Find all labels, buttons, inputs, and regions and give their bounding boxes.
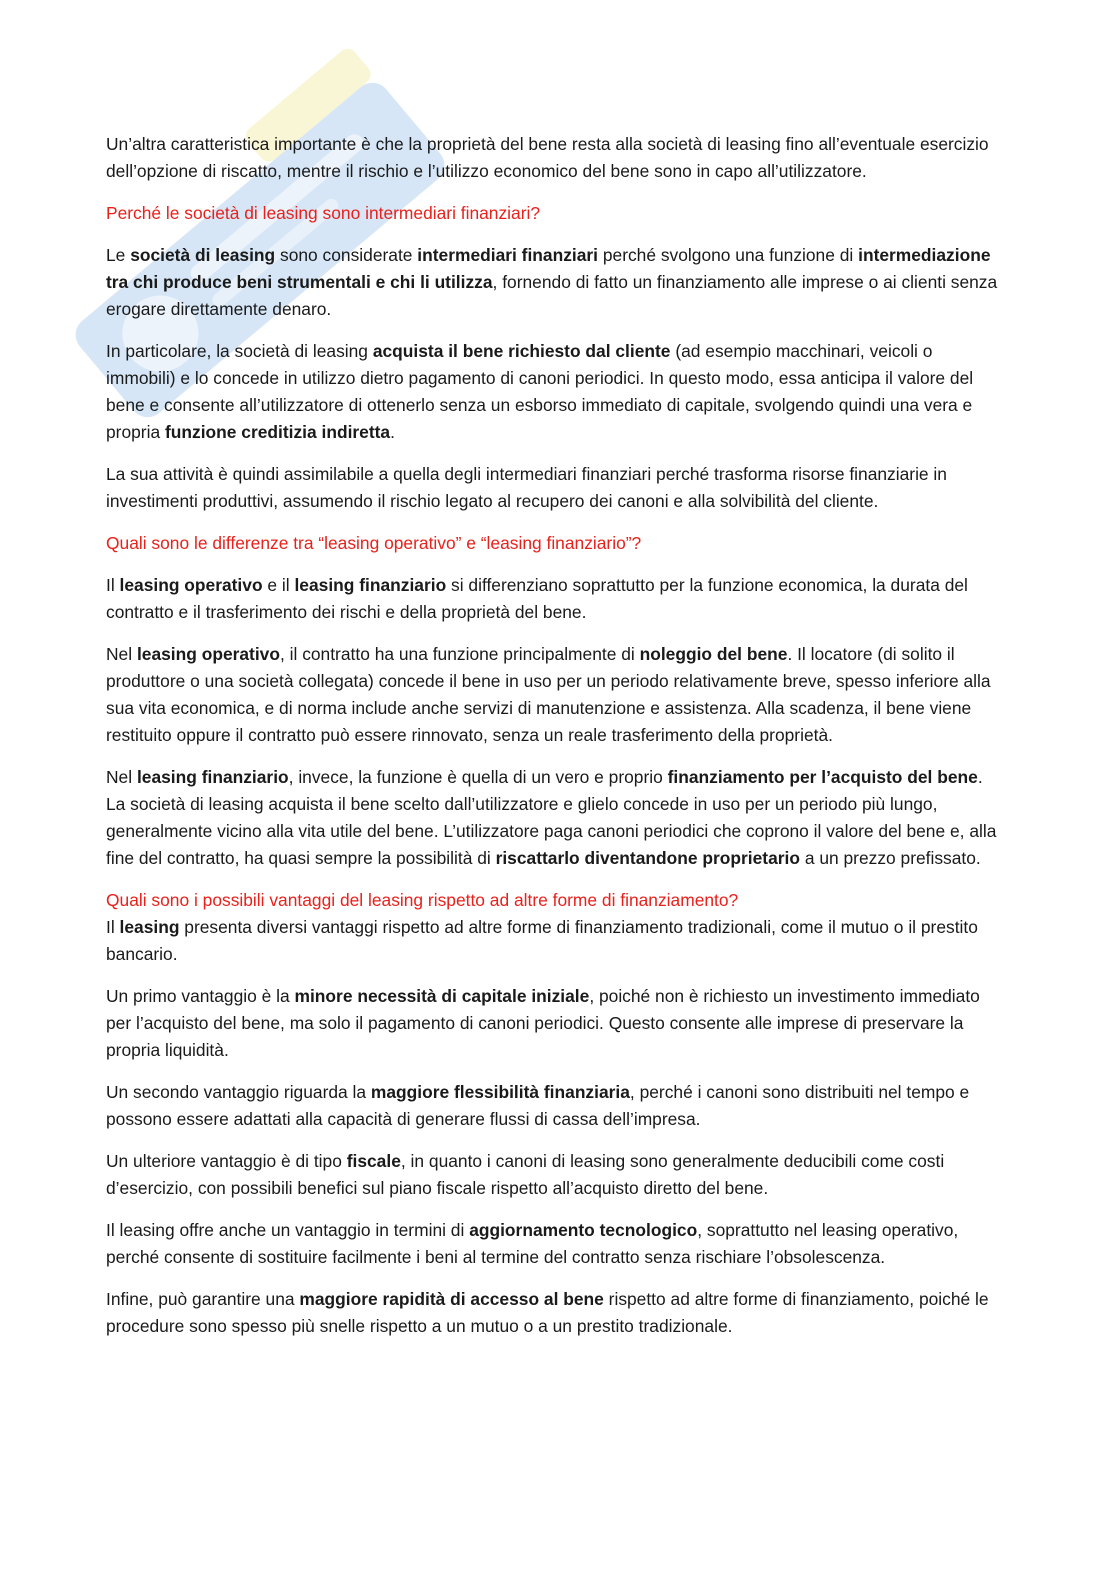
bold-term: maggiore flessibilità finanziaria [370, 1082, 630, 1102]
text-run: , il contratto ha una funzione principalmente di [279, 644, 640, 664]
paragraph [106, 1217, 1006, 1271]
paragraph [106, 131, 1006, 185]
bold-term: leasing operativo [119, 575, 263, 595]
bold-term: funzione creditizia indiretta [164, 422, 391, 442]
text-run: , soprattutto nel leasing operativo, perché consente di sostituire facilmente i beni al termine del contratto senza rischiare l’obsolescenza. [106, 1220, 959, 1267]
text-run: a un prezzo prefissato. [799, 848, 981, 868]
section-question-heading: Quali sono i possibili vantaggi del leasing rispetto ad altre forme di finanziamento? [106, 890, 739, 910]
bold-term: aggiornamento tecnologico [469, 1220, 698, 1240]
paragraph [106, 764, 1006, 872]
text-run: La sua attività è quindi assimilabile a quella degli intermediari finanziari perché trasforma risorse finanziarie in investimenti produttivi, assumendo il rischio legato al recupero dei canoni e alla solvibilità del cliente. [106, 464, 947, 511]
text-run: Infine, può garantire una [106, 1289, 300, 1309]
text-run: Un’altra caratteristica importante è che la proprietà del bene resta alla società di leasing fino all’eventuale esercizio dell’opzione di riscatto, mentre il rischio e l’utilizzo economico del bene sono in capo all’utilizzatore. [106, 134, 989, 181]
text-run: . Il locatore (di solito il produttore o una società collegata) concede il bene in uso per un periodo relativamente breve, spesso inferiore alla sua vita economica, e di norma include anche servizi di manutenzione e assistenza. Alla scadenza, il bene viene restituito oppure il contratto può essere rinnovato, senza un reale trasferimento della proprietà. [106, 644, 991, 745]
text-run: Le [106, 245, 131, 265]
text-run: perché svolgono una funzione di [598, 245, 859, 265]
bold-term: fiscale [346, 1151, 401, 1171]
paragraph [106, 641, 1006, 749]
text-run: , poiché non è richiesto un investimento immediato per l’acquisto del bene, ma solo il pagamento di canoni periodici. Questo consente alle imprese di preservare la propria liquidità. [106, 986, 980, 1060]
paragraph [106, 1148, 1006, 1202]
text-run: Il [106, 917, 120, 937]
text-run: Il [106, 575, 120, 595]
text-run: , invece, la funzione è quella di un vero e proprio [288, 767, 668, 787]
text-run: , in quanto i canoni di leasing sono generalmente deducibili come costi d’esercizio, con possibili benefici sul piano fiscale rispetto all’acquisto diretto del bene. [106, 1151, 945, 1198]
text-run: rispetto ad altre forme di finanziamento, poiché le procedure sono spesso più snelle rispetto a un mutuo o a un prestito tradizionale. [106, 1289, 989, 1336]
text-run: , fornendo di fatto un finanziamento alle imprese o ai clienti senza erogare direttamente denaro. [106, 272, 998, 319]
bold-term: leasing [119, 917, 180, 937]
paragraph [106, 1286, 1006, 1340]
bold-term: minore necessità di capitale iniziale [294, 986, 590, 1006]
paragraph [106, 914, 1006, 968]
paragraph [106, 1079, 1006, 1133]
text-run: Il leasing offre anche un vantaggio in termini di [106, 1220, 470, 1240]
bold-term: noleggio del bene [639, 644, 788, 664]
bold-term: intermediari finanziari [417, 245, 599, 265]
text-run: Nel [106, 644, 137, 664]
document-body [106, 131, 1006, 1355]
bold-term: riscattarlo diventandone proprietario [495, 848, 800, 868]
bold-term: maggiore rapidità di accesso al bene [299, 1289, 604, 1309]
text-run: Nel [106, 767, 137, 787]
section-question-heading: Perché le società di leasing sono intermediari finanziari? [106, 203, 541, 223]
text-run: . La società di leasing acquista il bene scelto dall’utilizzatore e glielo concede in uso per un periodo più lungo, generalmente vicino alla vita utile del bene. L’utilizzatore paga canoni periodici che coprono il valore del bene e, alla fine del contratto, ha quasi sempre la possibilità di [106, 767, 997, 868]
bold-term: acquista il bene richiesto dal cliente [372, 341, 671, 361]
text-run: si differenziano soprattutto per la funzione economica, la durata del contratto e il trasferimento dei rischi e della proprietà del bene. [106, 575, 968, 622]
paragraph [106, 983, 1006, 1064]
text-run: , perché i canoni sono distribuiti nel tempo e possono essere adattati alla capacità di generare flussi di cassa dell’impresa. [106, 1082, 970, 1129]
text-run: sono considerate [275, 245, 418, 265]
bold-term: leasing finanziario [294, 575, 447, 595]
text-run: Un secondo vantaggio riguarda la [106, 1082, 371, 1102]
paragraph [106, 461, 1006, 515]
text-run: Un primo vantaggio è la [106, 986, 295, 1006]
paragraph [106, 242, 1006, 323]
bold-term: società di leasing [130, 245, 276, 265]
text-run: Un ulteriore vantaggio è di tipo [106, 1151, 347, 1171]
paragraph [106, 338, 1006, 446]
text-run: e il [262, 575, 295, 595]
text-run: In particolare, la società di leasing [106, 341, 373, 361]
paragraph [106, 572, 1006, 626]
bold-term: leasing operativo [136, 644, 280, 664]
bold-term: leasing finanziario [136, 767, 289, 787]
bold-term: intermediazione tra chi produce beni strumentali e chi li utilizza [106, 245, 991, 292]
text-run: . [390, 422, 395, 442]
section-question-heading: Quali sono le differenze tra “leasing operativo” e “leasing finanziario”? [106, 533, 642, 553]
bold-term: finanziamento per l’acquisto del bene [667, 767, 978, 787]
text-run: (ad esempio macchinari, veicoli o immobili) e lo concede in utilizzo dietro pagamento di canoni periodici. In questo modo, essa anticipa il valore del bene e consente all’utilizzatore di ottenerlo senza un esborso immediato di capitale, svolgendo quindi una vera e propria [106, 341, 974, 442]
text-run: presenta diversi vantaggi rispetto ad altre forme di finanziamento tradizionali, come il mutuo o il prestito bancario. [106, 917, 978, 964]
